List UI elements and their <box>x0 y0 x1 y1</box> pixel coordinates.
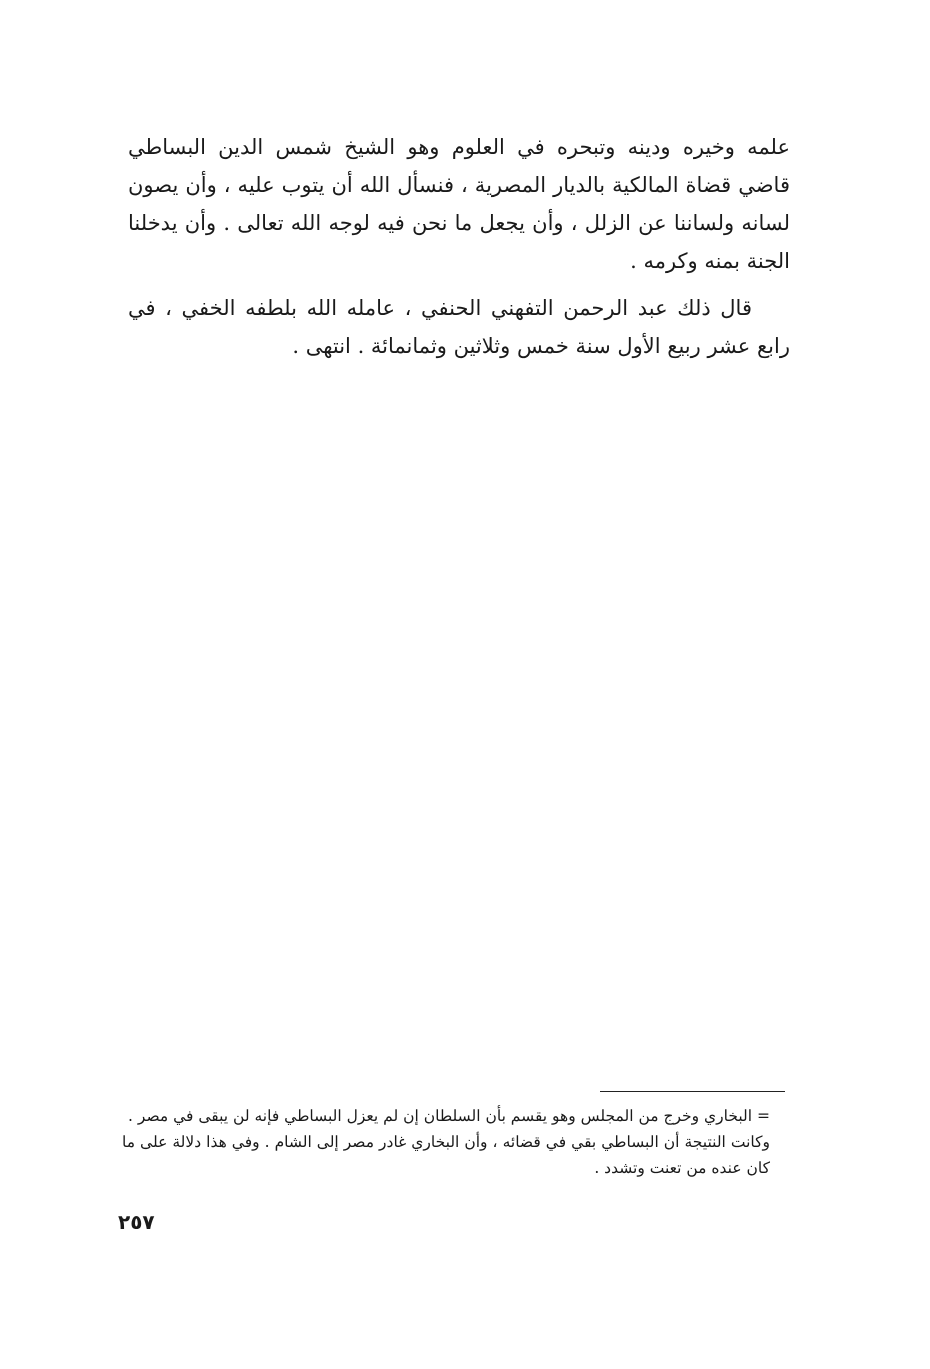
footnote-block <box>122 1103 770 1181</box>
paragraph-1: علمه وخيره ودينه وتبحره في العلوم وهو الشيخ شمس الدين البساطي قاضي قضاة المالكية بالديار المصرية ، فنسأل الله أن يتوب عليه ، وأن يصون لسانه ولساننا عن الزلل ، وأن يجعل ما نحن فيه لوجه الله تعالى . وأن يدخلنا الجنة بمنه وكرمه . <box>128 135 790 273</box>
paragraph-2: قال ذلك عبد الرحمن التفهني الحنفي ، عامله الله بلطفه الخفي ، في رابع عشر ربيع الأول سنة خمس وثلاثين وثمانمائة . انتهى . <box>128 296 790 358</box>
main-text-block <box>128 128 790 365</box>
page-number: ٢٥٧ <box>118 1210 155 1234</box>
footnote-line-1: = البخاري وخرج من المجلس وهو يقسم بأن السلطان إن لم يعزل البساطي فإنه لن يبقى في مصر . <box>128 1107 770 1125</box>
footnote-separator <box>600 1091 785 1092</box>
footnote-line-2: وكانت النتيجة أن البساطي بقي في قضائه ، وأن البخاري غادر مصر إلى الشام . وفي هذا دلالة على ما كان عنده من تعنت وتشدد . <box>122 1133 770 1177</box>
